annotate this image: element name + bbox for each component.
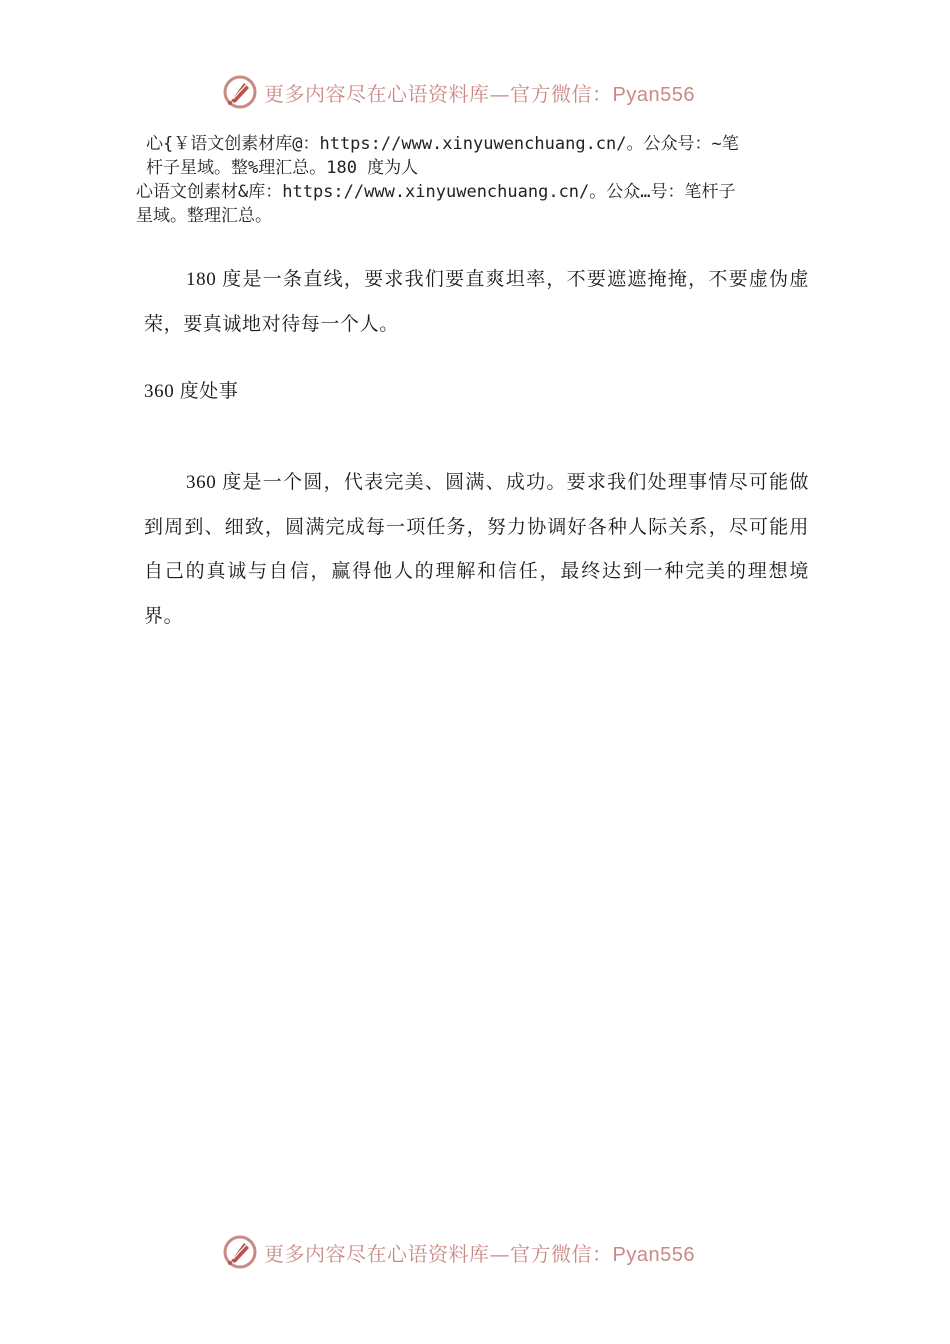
watermark-line-2a: 心语文创素材&库：https://www.xinyuwenchuang.cn/。公众…号：笔杆子 xyxy=(136,182,736,202)
paragraph-360-degree: 360 度是一个圆，代表完美、圆满、成功。要求我们处理事情尽可能做到周到、细致，圆满完成每一项任务，努力协调好各种人际关系，尽可能用自己的真诚与自信，赢得他人的理解和信任，最终达到一种完美的理想境界。 xyxy=(144,472,809,627)
banner-text: 更多内容尽在心语资料库—官方微信：Pyan556 xyxy=(264,81,695,106)
banner-text: 更多内容尽在心语资料库—官方微信：Pyan556 xyxy=(264,1241,695,1266)
section-heading-360: 360 度处事 xyxy=(144,381,239,402)
wechat-handle: Pyan556 xyxy=(612,83,695,106)
pen-nib-logo-icon xyxy=(222,1234,258,1270)
watermark-line-2b: 星域。整理汇总。 xyxy=(136,206,272,226)
watermark-line-1a: 心{￥语文创素材库@：https://www.xinyuwenchuang.cn/。公众号：~笔 xyxy=(146,134,739,154)
wechat-handle: Pyan556 xyxy=(612,1243,695,1266)
footer-banner xyxy=(222,1232,742,1272)
watermark-line-1b: 杆子星域。整%理汇总。180 度为人 xyxy=(146,158,419,178)
pen-nib-logo-icon xyxy=(222,74,258,110)
paragraph-180-degree: 180 度是一条直线，要求我们要直爽坦率，不要遮遮掩掩，不要虚伪虚荣，要真诚地对待每一个人。 xyxy=(144,269,809,335)
header-banner xyxy=(222,72,742,112)
